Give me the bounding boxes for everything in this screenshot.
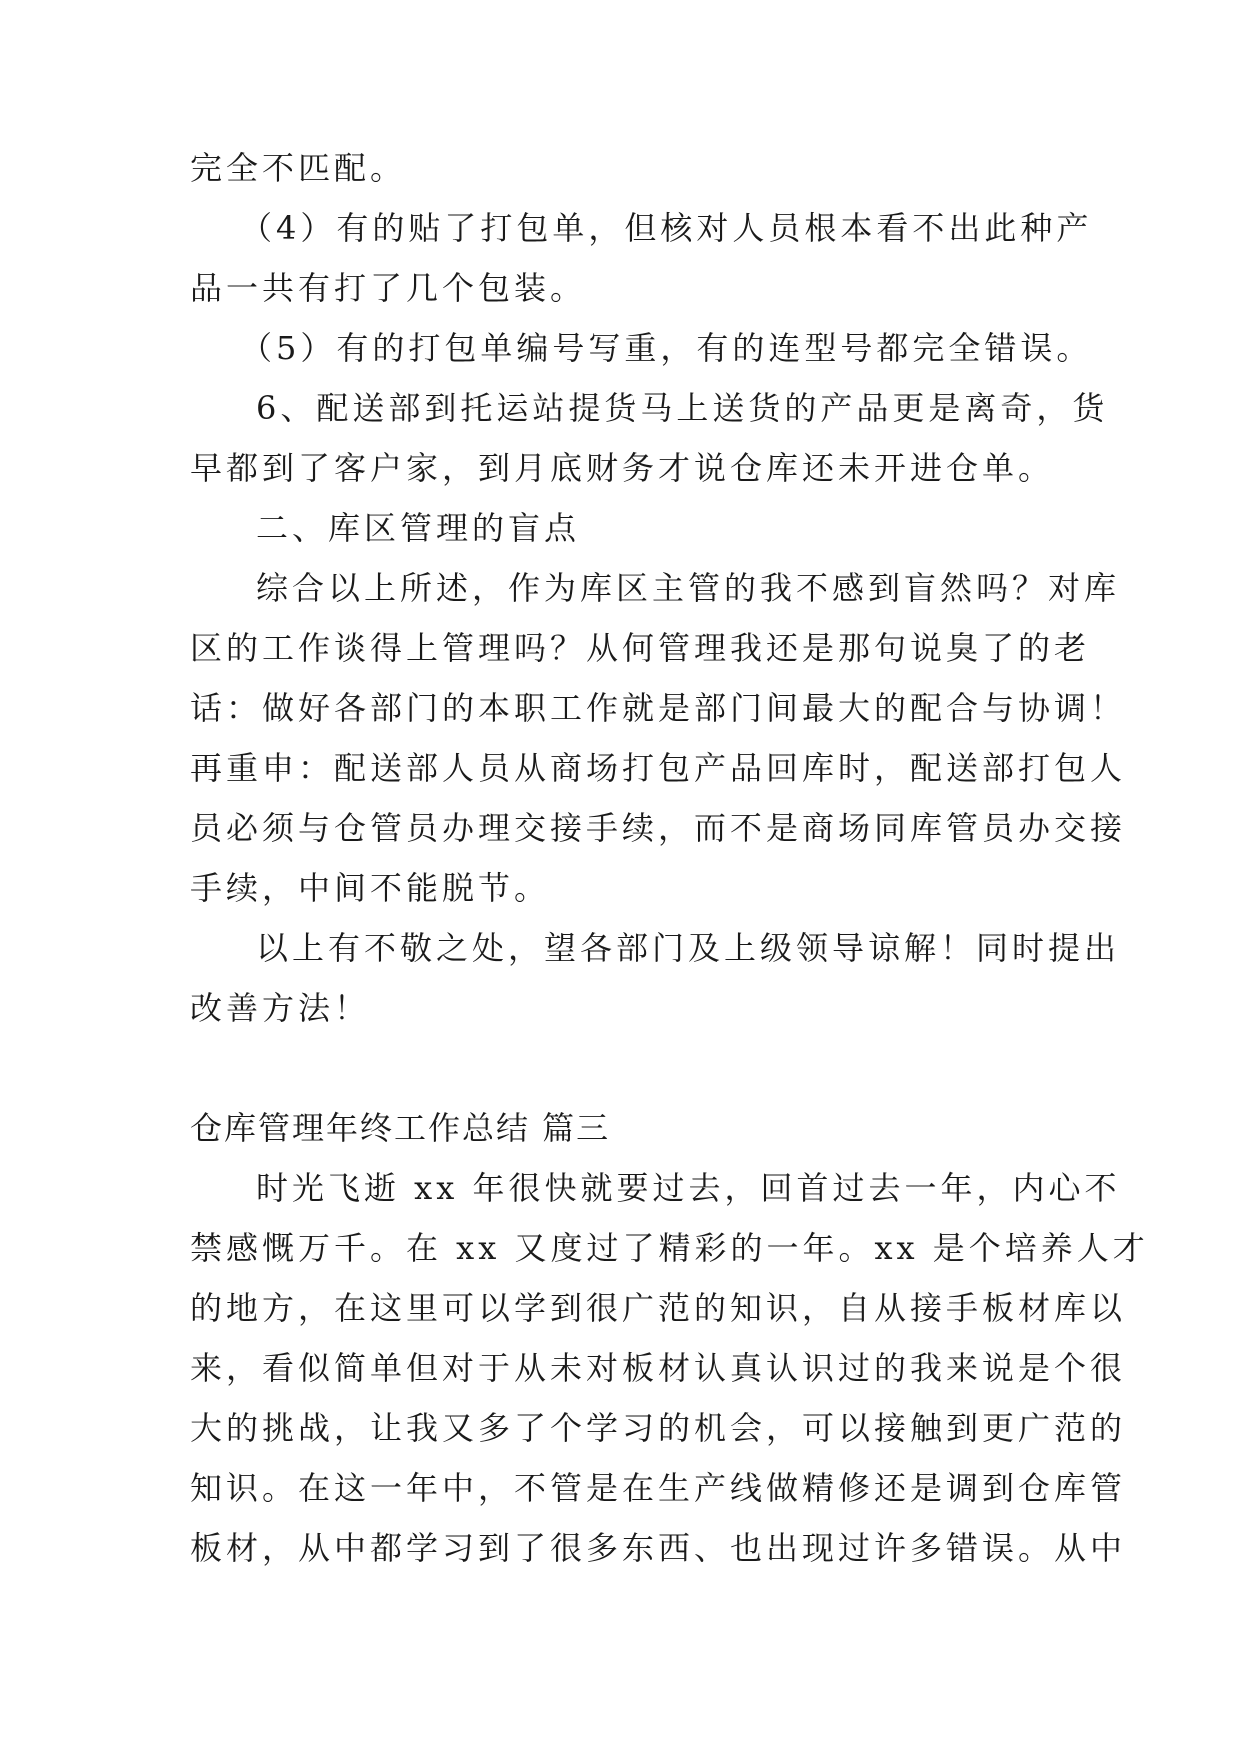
text-line: 知识。在这一年中，不管是在生产线做精修还是调到仓库管 [190,1469,1127,1507]
text-line: 区的工作谈得上管理吗？从何管理我还是那句说臭了的老 [190,629,1091,667]
text-line: 手续，中间不能脱节。 [190,869,551,907]
text-line: 综合以上所述，作为库区主管的我不感到盲然吗？对库 [256,569,1121,607]
text-line: 的地方，在这里可以学到很广范的知识，自从接手板材库以 [190,1289,1127,1327]
text-line: 早都到了客户家，到月底财务才说仓库还未开进仓单。 [190,449,1055,487]
text-line: 来，看似简单但对于从未对板材认真认识过的我来说是个很 [190,1349,1127,1387]
text-line: 大的挑战，让我又多了个学习的机会，可以接触到更广范的 [190,1409,1127,1447]
text-line: （4）有的贴了打包单，但核对人员根本看不出此种产 [240,209,1093,247]
text-line: 以上有不敬之处，望各部门及上级领导谅解！同时提出 [256,929,1121,967]
text-line: 6、配送部到托运站提货马上送货的产品更是离奇，货 [256,389,1109,427]
text-line: （5）有的打包单编号写重，有的连型号都完全错误。 [240,329,1093,367]
section-heading: 二、库区管理的盲点 [256,509,581,547]
text-line: 员必须与仓管员办理交接手续，而不是商场同库管员办交接 [190,809,1127,847]
text-line: 禁感慨万千。在 xx 又度过了精彩的一年。xx 是个培养人才 [190,1229,1149,1267]
text-line: 话：做好各部门的本职工作就是部门间最大的配合与协调！ [190,689,1127,727]
text-line: 再重申：配送部人员从商场打包产品回库时，配送部打包人 [190,749,1127,787]
text-line: 品一共有打了几个包装。 [190,269,587,307]
text-line: 板材，从中都学习到了很多东西、也出现过许多错误。从中 [190,1529,1127,1567]
text-line: 改善方法！ [190,989,371,1027]
article-title: 仓库管理年终工作总结 篇三 [190,1109,611,1147]
text-line: 时光飞逝 xx 年很快就要过去，回首过去一年，内心不 [256,1169,1121,1207]
text-line: 完全不匹配。 [190,149,407,187]
